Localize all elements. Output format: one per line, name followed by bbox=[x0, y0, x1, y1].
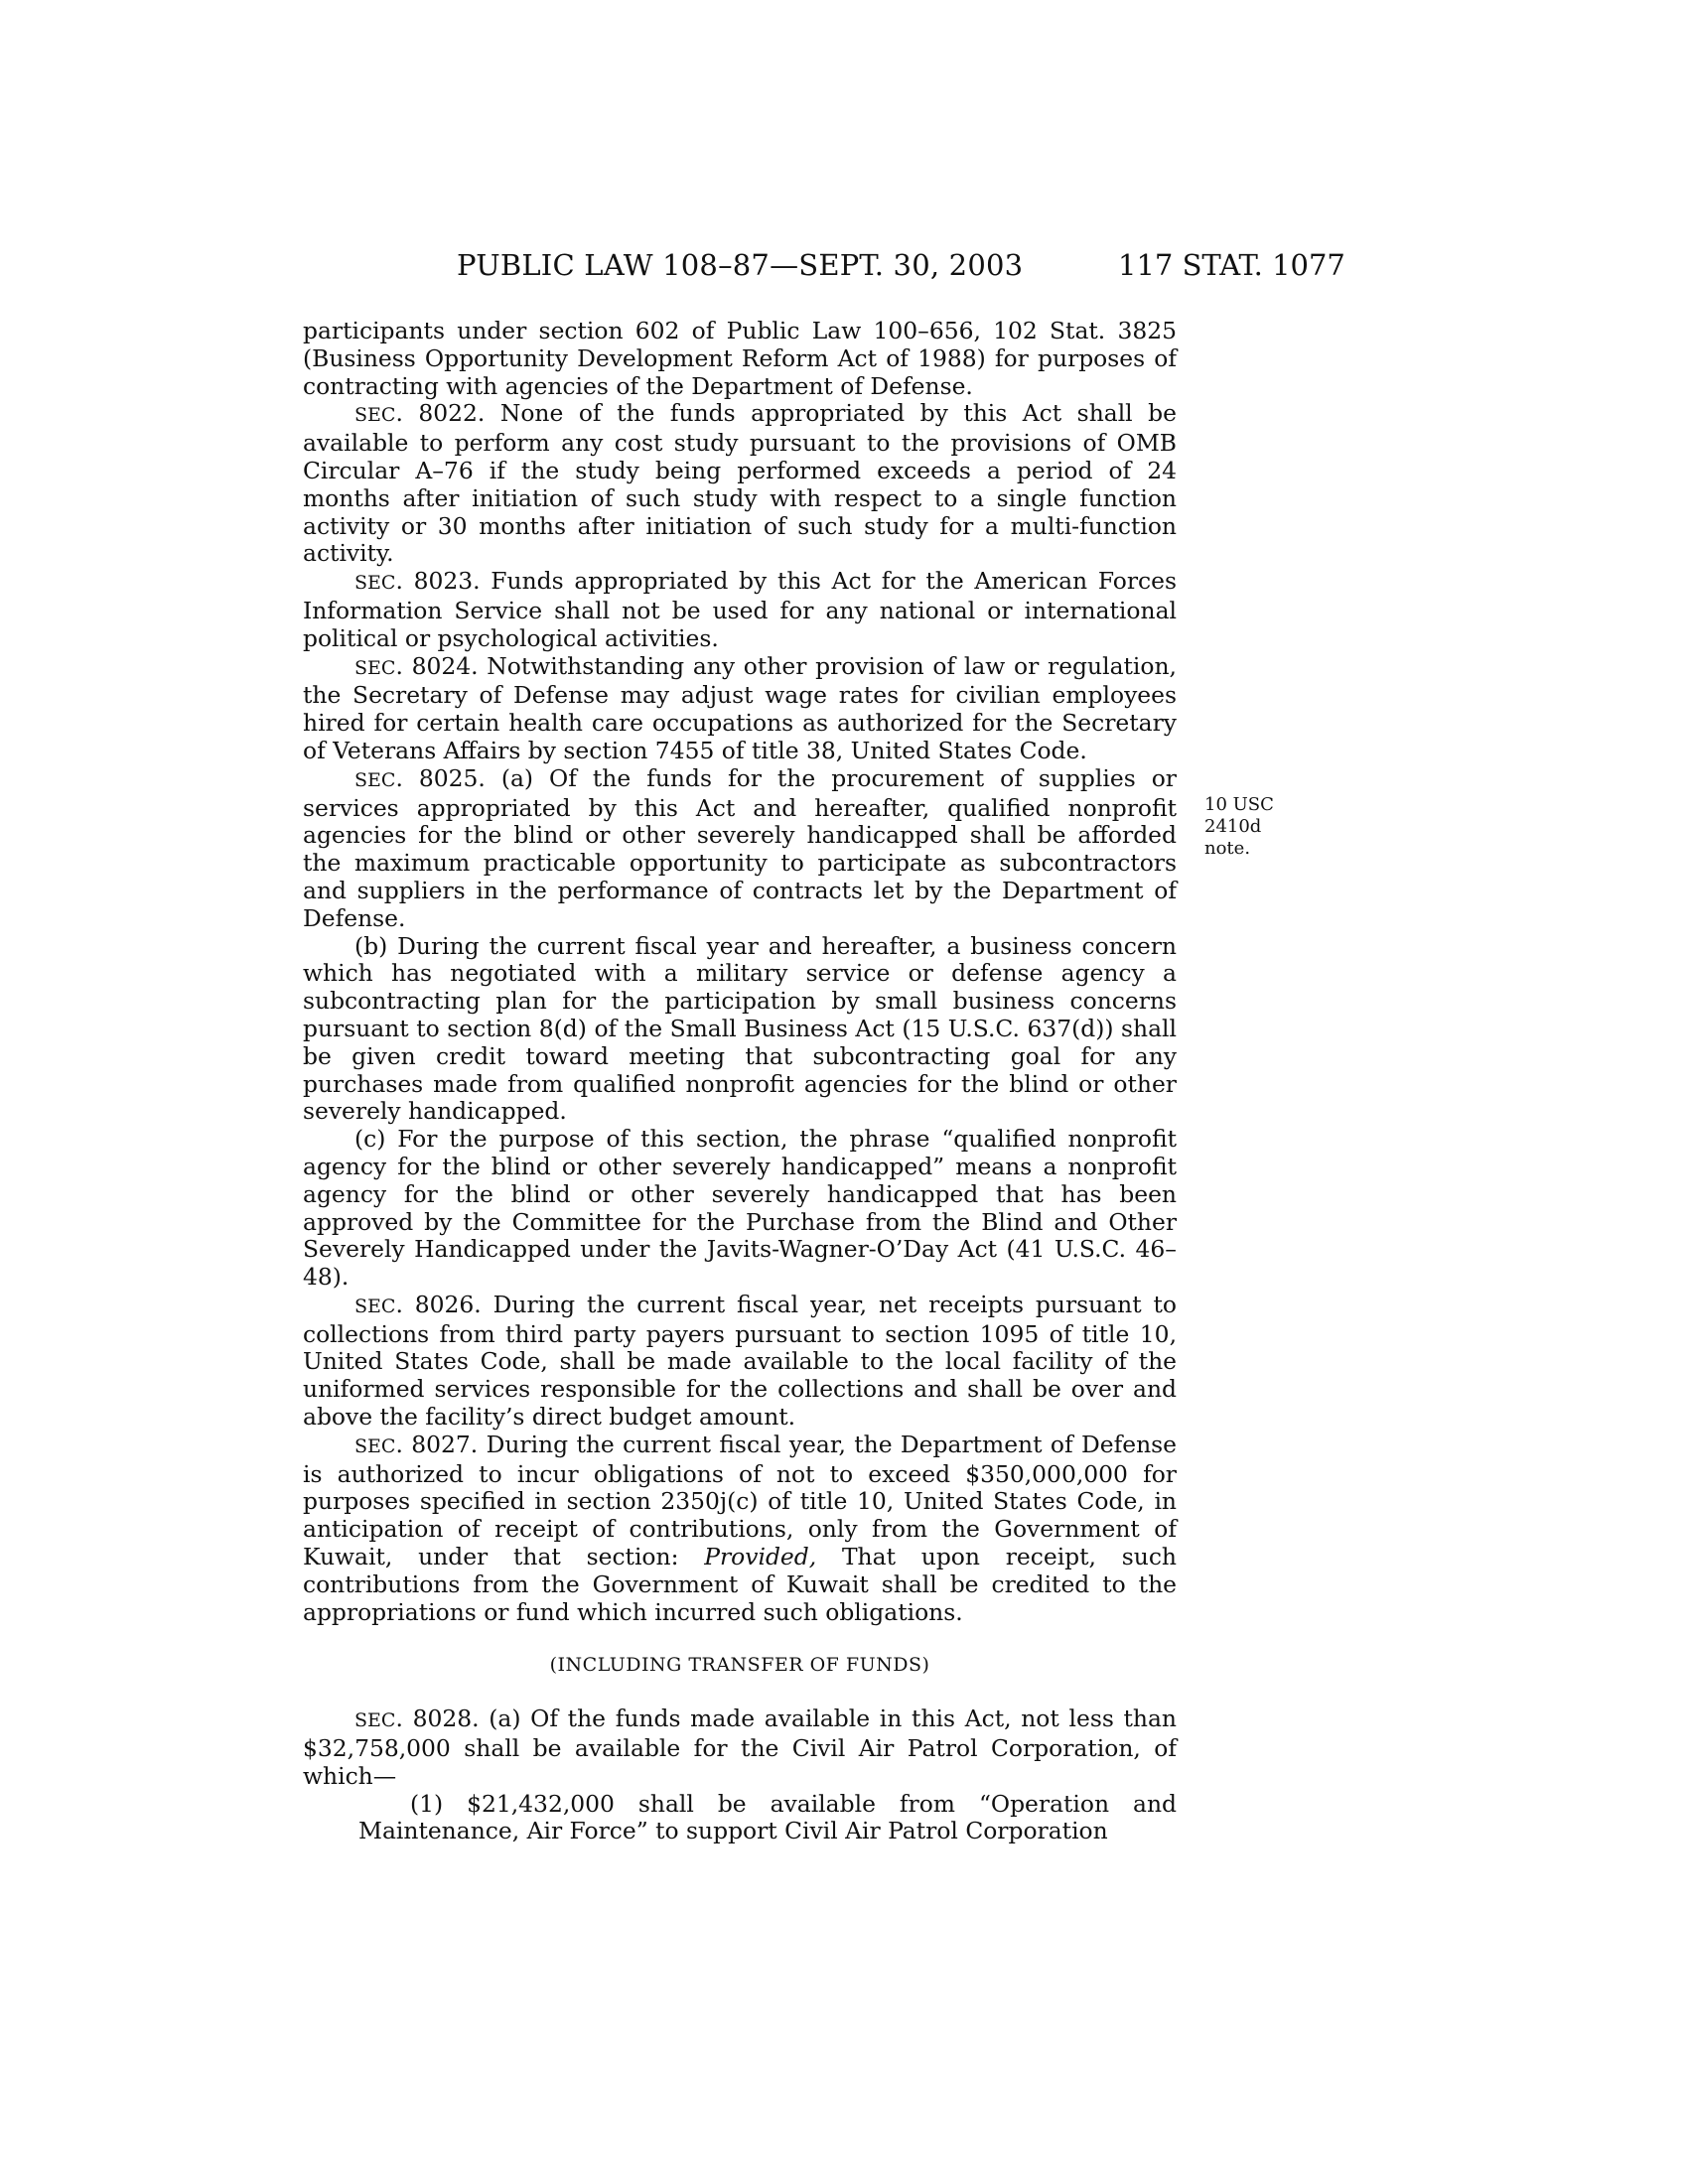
sec-label: SEC bbox=[354, 768, 396, 791]
section-8027-text-a: . 8027. During the current fiscal year, the Department of Defense is authorized to incur obligations of not to exceed $350,000,000 for purposes specified in section 2350j(c) of title 10, United States Code, in anticipation of receipt of contributions, only from the Government of Kuwait, under that section: bbox=[303, 1430, 1177, 1571]
section-8022 bbox=[303, 400, 1177, 568]
section-8028-a bbox=[303, 1706, 1177, 1790]
margin-citation-note bbox=[1204, 794, 1324, 860]
section-8023 bbox=[303, 568, 1177, 652]
transfer-of-funds-heading: (INCLUDING TRANSFER OF FUNDS) bbox=[549, 1654, 930, 1677]
section-8023-text: . 8023. Funds appropriated by this Act for the American Forces Information Service shall not be used for any national or international political or psychological activities. bbox=[303, 567, 1177, 652]
sec-label: SEC bbox=[354, 1295, 396, 1317]
margin-note-line-2: note. bbox=[1204, 838, 1251, 859]
page-header bbox=[0, 248, 1688, 288]
sec-label: SEC bbox=[354, 572, 396, 595]
section-8025-a-text: . 8025. (a) Of the funds for the procurement of supplies or services appropriated by this Act and hereafter, qualified nonprofit agencies for the blind or other severely handicapped shall be afforded the maximum practicable opportunity to participate as subcontractors and suppliers in the performance of contracts let by the Department of Defense. bbox=[303, 763, 1177, 932]
section-8025-c: (c) For the purpose of this section, the phrase “qualified nonprofit agency for the blind or other severely handicapped” means a nonprofit agency for the blind or other severely handicapped that has been approved by the Committee for the Purchase from the Blind and Other Severely Handicapped under the Javits-Wagner-O’Day Act (41 U.S.C. 46–48). bbox=[303, 1125, 1177, 1292]
section-8024 bbox=[303, 653, 1177, 765]
section-8025-b: (b) During the current fiscal year and hereafter, a business concern which has negotiated with a military service or defense agency a subcontracting plan for the participation by small business concerns pursuant to section 8(d) of the Small Business Act (15 U.S.C. 637(d)) shall be given credit toward meeting that subcontracting goal for any purchases made from qualified nonprofit agencies for the blind or other severely handicapped. bbox=[303, 931, 1177, 1126]
section-8024-text: . 8024. Notwithstanding any other provision of law or regulation, the Secretary of Defense may adjust wage rates for civilian employees hired for certain health care occupations as authorized for the Secretary of Veterans Affairs by section 7455 of title 38, United States Code. bbox=[303, 651, 1177, 764]
statute-body bbox=[303, 318, 1177, 1845]
sec-label: SEC bbox=[354, 404, 396, 427]
sec-label: SEC bbox=[354, 656, 396, 679]
section-8028-a-text: . 8028. (a) Of the funds made available in this Act, not less than $32,758,000 shall be available for the Civil Air Patrol Corporation, of which— bbox=[303, 1705, 1177, 1790]
section-8027-text-b: That upon receipt, such contributions from the Government of Kuwait shall be credited to the appropriations or fund which incurred such obligations. bbox=[303, 1543, 1177, 1626]
section-8025-a bbox=[303, 765, 1177, 933]
sec-label: SEC bbox=[354, 1709, 396, 1732]
section-8026-text: . 8026. During the current fiscal year, net receipts pursuant to collections from third party payers pursuant to section 1095 of title 10, United States Code, shall be made available to the local facility of the uniformed services responsible for the collections and shall be over and above the facility’s direct budget amount. bbox=[303, 1290, 1177, 1432]
margin-note-line-1: 10 USC 2410d bbox=[1204, 794, 1274, 837]
public-law-title: PUBLIC LAW 108–87—SEPT. 30, 2003 bbox=[457, 248, 1024, 282]
sec-label: SEC bbox=[354, 1434, 396, 1457]
continued-paragraph: participants under section 602 of Public Law 100–656, 102 Stat. 3825 (Business Opportunity Development Reform Act of 1988) for purposes of contracting with agencies of the Department of Defense. bbox=[303, 317, 1177, 400]
section-8022-text: . 8022. None of the funds appropriated by this Act shall be available to perform any cost study pursuant to the provisions of OMB Circular A–76 if the study being performed exceeds a period of 24 months after initiation of such study with respect to a single function activity or 30 months after initiation of such study for a multi-function activity. bbox=[303, 399, 1177, 568]
provided-proviso: Provided, bbox=[704, 1543, 817, 1571]
statute-page-number: 117 STAT. 1077 bbox=[1118, 248, 1345, 282]
section-8026 bbox=[303, 1292, 1177, 1432]
section-8028-a-1: (1) $21,432,000 shall be available from “Operation and Maintenance, Air Force” to support Civil Air Patrol Corporation bbox=[358, 1789, 1177, 1845]
section-8027 bbox=[303, 1432, 1177, 1627]
